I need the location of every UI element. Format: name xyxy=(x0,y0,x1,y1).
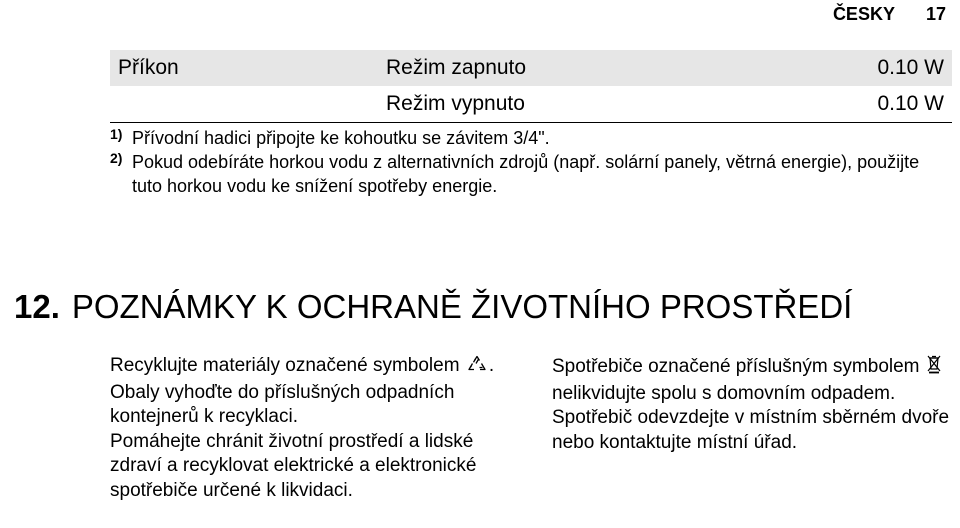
table-row xyxy=(110,50,952,86)
paragraph xyxy=(552,406,952,455)
paragraph-text: Recyklujte materiály označené symbolem xyxy=(110,355,460,376)
paragraph xyxy=(552,354,952,406)
paragraph-text: Pomáhejte chránit životní prostředí a lidské zdraví a recyklovat elektrické a elektronické spotřebiče určené k likvidaci. xyxy=(110,430,477,501)
footnote-number: 1) xyxy=(110,126,123,142)
body-column-left xyxy=(110,354,505,503)
footnotes xyxy=(110,126,950,198)
paragraph-text: Spotřebič odevzdejte v místním sběrném dvoře nebo kontaktujte místní úřad. xyxy=(552,407,950,453)
table-row xyxy=(110,86,952,123)
footnote xyxy=(110,126,950,150)
spec-label: Příkon xyxy=(110,50,378,86)
section-heading xyxy=(14,288,852,326)
paragraph-text: . Obaly vyhoďte do příslušných odpadních kontejnerů k recyklaci. xyxy=(110,355,495,427)
footnote xyxy=(110,150,950,198)
power-consumption-table xyxy=(110,50,952,123)
paragraph xyxy=(110,354,505,430)
body-column-right xyxy=(552,354,952,455)
language-label: ČESKY xyxy=(832,4,895,24)
page-number: 17 xyxy=(925,4,946,24)
paragraph-text: nelikvidujte spolu s domovním odpadem. xyxy=(552,382,896,404)
spec-mode: Režim vypnuto xyxy=(378,86,753,123)
recycle-icon xyxy=(467,355,487,381)
spec-mode: Režim zapnuto xyxy=(378,50,753,86)
paragraph xyxy=(110,430,505,504)
page-header xyxy=(833,4,946,25)
footnote-text: Pokud odebíráte horkou vodu z alternativních zdrojů (např. solární panely, větrná energie), použijte tuto horkou vodu ke snížení spotřeby energie. xyxy=(132,152,920,196)
section-title: POZNÁMKY K OCHRANĚ ŽIVOTNÍHO PROSTŘEDÍ xyxy=(71,288,853,325)
spec-label xyxy=(110,86,378,123)
section-number: 12. xyxy=(14,288,60,325)
crossed-bin-icon xyxy=(927,354,941,382)
footnote-text: Přívodní hadici připojte ke kohoutku se závitem 3/4". xyxy=(132,128,550,148)
spec-value: 0.10 W xyxy=(753,86,952,123)
paragraph-text: Spotřebiče označené příslušným symbolem xyxy=(552,356,920,377)
footnote-number: 2) xyxy=(110,150,123,166)
spec-value: 0.10 W xyxy=(753,50,952,86)
